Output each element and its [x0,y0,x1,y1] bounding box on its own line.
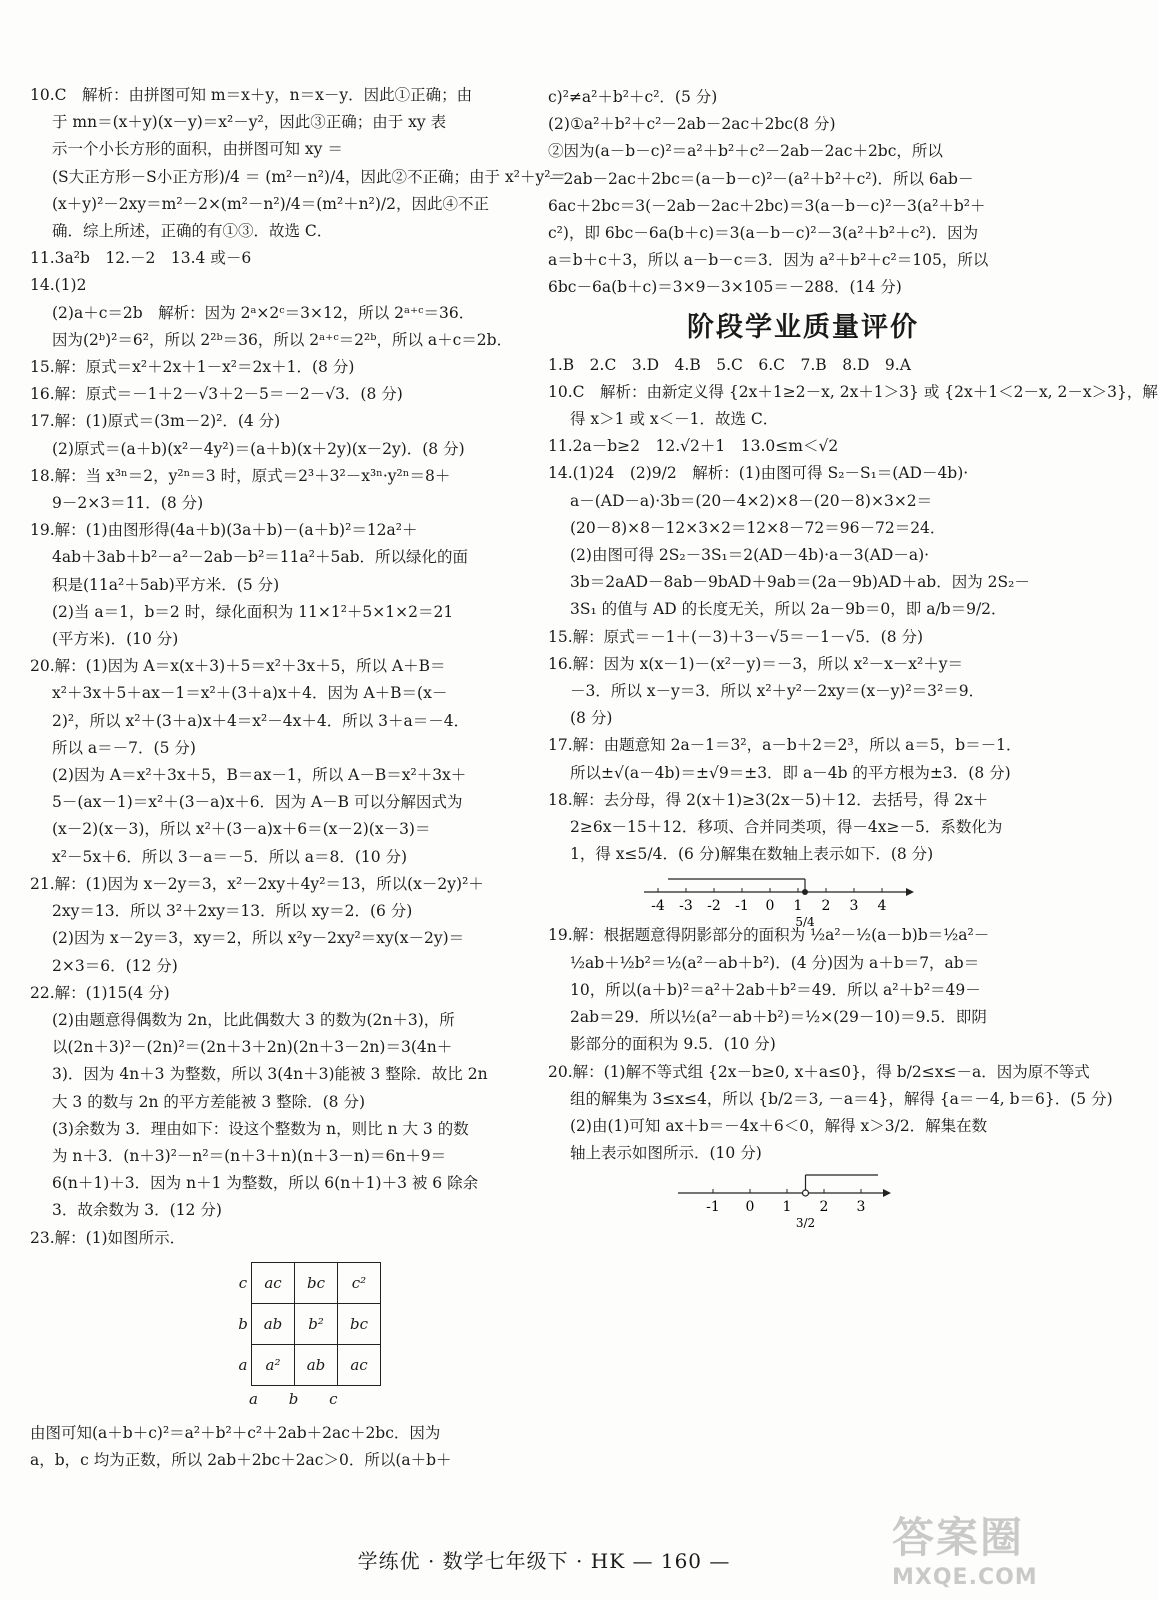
tick-label: 1 [782,1199,792,1216]
left-line: 确．综上所述，正确的有①③．故选 C． [52,222,333,241]
grid-cell: ab [295,1344,338,1385]
page-footer: 学练优 · 数学七年级下 · HK — 160 — [357,1549,731,1573]
left-line: 23.解：(1)如图所示． [30,1228,186,1247]
tick-label: -4 [651,898,665,915]
grid-cell: a² [252,1344,295,1385]
left-line: 21.解：(1)因为 x－2y＝3，x²－2xy＋4y²＝13，所以(x－2y)²＋ [30,874,484,893]
left-line: 2×3＝6．(12 分) [52,956,178,975]
left-line: 4ab＋3ab＋b²－a²－2ab－b²＝11a²＋5ab．所以绿化的面 [52,548,469,567]
grid-cell: ac [338,1344,381,1385]
right_mid-line: 1，得 x≤5/4．(6 分)解集在数轴上表示如下．(8 分) [570,845,934,864]
right_mid-line: (8 分) [570,709,613,728]
right_top-line: －2ab－2ac＋2bc＝(a－b－c)²－(a²＋b²＋c²)．所以 6ab－ [548,169,974,188]
left-line: 6(n＋1)＋3．因为 n＋1 为整数，所以 6(n＋1)＋3 被 6 除余 [52,1174,479,1193]
left-line: 15.解：原式＝x²＋2x＋1－x²＝2x＋1．(8 分) [30,358,355,377]
left-line: (2)因为 A＝x²＋3x＋5，B＝ax－1，所以 A－B＝x²＋3x＋ [52,766,467,785]
left_after-line: 由图可知(a＋b＋c)²＝a²＋b²＋c²＋2ab＋2ac＋2bc．因为 [30,1423,441,1442]
number-line-2-svg [678,1171,898,1231]
left-column [30,82,566,1474]
right-column [548,84,1158,1231]
right_top-line: c²)，即 6bc－6a(b＋c)＝3(a－b－c)²－3(a²＋b²＋c²)．因为 [548,224,979,243]
tick-label: 2 [819,1199,829,1216]
mark-label: 3/2 [795,1216,816,1231]
tick-label: 2 [821,898,831,915]
tick-label: 1 [793,898,803,915]
solution-point [802,889,808,895]
right_mid-line: (20－8)×8－12×3×2＝12×8－72＝96－72＝24． [570,518,946,537]
left-line: (2)当 a＝1，b＝2 时，绿化面积为 11×1²＋5×1×2＝21 [52,602,454,621]
solution-point [803,1190,809,1196]
left-line: 以(2n＋3)²－(2n)²＝(2n＋3＋2n)(2n＋3－2n)＝3(4n＋ [52,1038,453,1057]
grid-bottom-labels: a b c [249,1389,338,1408]
right_low-line: 组的解集为 3≤x≤4，所以 {b/2＝3, －a＝4}，解得 {a＝－4, b＝6}．(5 分) [570,1089,1113,1108]
left-line: 14.(1)2 [30,276,87,295]
left-line: 11.3a²b 12.－2 13.4 或－6 [30,249,252,268]
right_top-line: ②因为(a－b－c)²＝a²＋b²＋c²－2ab－2ac＋2bc，所以 [548,142,943,161]
left-line: 22.解：(1)15(4 分) [30,983,170,1002]
tick-label: 3 [856,1199,866,1216]
left-line: (x＋y)²－2xy＝m²－2×(m²－n²)/4＝(m²＋n²)/2，因此④不正 [52,194,489,213]
expansion-grid [235,1262,381,1386]
right_mid-line: 1.B 2.C 3.D 4.B 5.C 6.C 7.B 8.D 9.A [548,355,911,374]
left-line: 因为(2ᵇ)²＝6²，所以 2²ᵇ＝36，所以 2ᵃ⁺ᶜ＝2²ᵇ，所以 a＋c＝2b． [52,330,513,349]
right_mid-line: a－(AD－a)·3b＝(20－4×2)×8－(20－8)×3×2＝ [570,491,933,510]
grid-row-label: c [238,1273,248,1292]
grid-cell: ab [252,1303,295,1344]
right-text-low [548,922,1113,1167]
right_mid-line: 11.2a－b≥2 12.√2＋1 13.0≤m＜√2 [548,437,839,456]
number-line-1 [548,872,1058,930]
left_after-line: a，b，c 均为正数，所以 2ab＋2bc＋2ac＞0．所以(a＋b＋ [30,1450,452,1469]
grid-row-label: a [238,1355,248,1374]
left-line: 17.解：(1)原式＝(3m－2)²．(4 分) [30,412,281,431]
grid-cell: ac [252,1262,295,1303]
right_low-line: 轴上表示如图所示．(10 分) [570,1144,762,1163]
left-text-block [30,82,566,1252]
tick-label: 4 [877,898,887,915]
tick-label: 0 [745,1199,755,1216]
right_mid-line: 14.(1)24 (2)9/2 解析：(1)由图可得 S₂－S₁＝(AD－4b)· [548,464,969,483]
right_low-line: ½ab＋½b²＝½(a²－ab＋b²)．(4 分)因为 a＋b＝7，ab＝ [570,953,980,972]
watermark-logo: 答案圈 [892,1513,1025,1562]
right_low-line: (2)由(1)可知 ax＋b＝－4x＋6＜0，解得 x＞3/2．解集在数 [570,1116,988,1135]
left-line: (2)因为 x－2y＝3，xy＝2，所以 x²y－2xy²＝xy(x－2y)＝ [52,929,465,948]
right_mid-line: 15.解：原式＝－1＋(－3)＋3－√5＝－1－√5．(8 分) [548,627,924,646]
left-line: x²－5x＋6．所以 3－a＝－5．所以 a＝8．(10 分) [52,847,408,866]
left-line: 所以 a＝－7．(5 分) [52,738,196,757]
right_top-line: a＝b＋c＋3，所以 a－b－c＝3．因为 a²＋b²＋c²＝105，所以 [548,251,989,270]
tick-label: -1 [706,1199,720,1216]
grid-cell: b² [295,1303,338,1344]
left-line: 积是(11a²＋5ab)平方米．(5 分) [52,575,280,594]
tick-label: -3 [679,898,693,915]
left-line: 为 n＋3．(n＋3)²－n²＝(n＋3＋n)(n＋3－n)＝6n＋9＝ [52,1146,447,1165]
number-line-1-svg [548,872,928,930]
left-line: (2)原式＝(a＋b)(x²－4y²)＝(a＋b)(x＋2y)(x－2y)．(8 分) [52,439,465,458]
right_low-line: 19.解：根据题意得阴影部分的面积为 ½a²－½(a－b)b＝½a²－ [548,926,990,945]
grid-cell: bc [338,1303,381,1344]
right-text-top [548,84,1058,302]
right_mid-line: 得 x＞1 或 x＜－1．故选 C． [570,410,779,429]
left-line: 16.解：原式＝－1＋2－√3＋2－5＝－2－√3．(8 分) [30,385,403,404]
tick-label: -1 [735,898,749,915]
left-line: (2)a＋c＝2b 解析：因为 2ᵃ×2ᶜ＝3×12，所以 2ᵃ⁺ᶜ＝36． [52,303,475,322]
section-title: 阶段学业质量评价 [687,311,919,343]
right_mid-line: 18.解：去分母，得 2(x＋1)≥3(2x－5)＋12．去括号，得 2x＋ [548,790,989,809]
right_mid-line: 16.解：因为 x(x－1)－(x²－y)＝－3，所以 x²－x－x²＋y＝ [548,654,964,673]
right_low-line: 2ab＝29．所以½(a²－ab＋b²)＝½×(29－10)＝9.5．即阴 [570,1008,987,1027]
axis-arrow [883,1189,891,1197]
left-line: x²＋3x＋5＋ax－1＝x²＋(3＋a)x＋4．因为 A＋B＝(x－ [52,684,448,703]
right_low-line: 影部分的面积为 9.5．(10 分) [570,1035,776,1054]
left-line: (x－2)(x－3)，所以 x²＋(3－a)x＋6＝(x－2)(x－3)＝ [52,820,431,839]
right_top-line: c)²≠a²＋b²＋c²．(5 分) [548,88,718,106]
right_mid-line: 2≥6x－15＋12．移项、合并同类项，得－4x≥－5．系数化为 [570,818,1003,837]
right_low-line: 10，所以(a＋b)²＝a²＋2ab＋b²＝49．所以 a²＋b²＝49－ [570,980,981,999]
left-line: 19.解：(1)由图形得(4a＋b)(3a＋b)－(a＋b)²＝12a²＋ [30,521,418,540]
grid-cell: c² [338,1262,381,1303]
right_top-line: 6ac＋2bc＝3(－2ab－2ac＋2bc)＝3(a－b－c)²－3(a²＋b²＋ [548,196,986,215]
right_top-line: (2)①a²＋b²＋c²－2ab－2ac＋2bc(8 分) [548,115,836,134]
left-line: 大 3 的数与 2n 的平方差能被 3 整除．(8 分) [52,1092,366,1111]
left-line: (3)余数为 3．理由如下：设这个整数为 n，则比 n 大 3 的数 [52,1119,469,1138]
tick-label: 3 [849,898,859,915]
left-line: 20.解：(1)因为 A＝x(x＋3)＋5＝x²＋3x＋5，所以 A＋B＝ [30,657,446,676]
watermark-url: MXQE.COM [892,1565,1038,1590]
grid-row-label: b [238,1314,248,1333]
right_mid-line: (2)由图可得 2S₂－3S₁＝2(AD－4b)·a－3(AD－a)· [570,546,930,565]
number-line-2 [678,1171,1058,1231]
tick-label: -2 [707,898,721,915]
left-line: (2)由题意得偶数为 2n，比此偶数大 3 的数为(2n＋3)，所 [52,1010,455,1029]
left-line: 5－(ax－1)＝x²＋(3－a)x＋6．因为 A－B 可以分解因式为 [52,793,463,812]
right_top-line: 6bc－6a(b＋c)＝3×9－3×105＝－288．(14 分) [548,278,902,297]
left-line: 3)．因为 4n＋3 为整数，所以 3(4n＋3)能被 3 整除．故比 2n [52,1065,488,1084]
right_mid-line: 3S₁ 的值与 AD 的长度无关，所以 2a－9b＝0，即 a/b＝9/2． [570,600,1007,619]
axis-arrow [906,888,914,896]
right_mid-line: 17.解：由题意知 2a－1＝3²，a－b＋2＝2³，所以 a＝5，b＝－1． [548,736,1022,755]
right_mid-line: 所以±√(a－4b)＝±√9＝±3．即 a－4b 的平方根为±3．(8 分) [570,763,1011,782]
left-line: (平方米)．(10 分) [52,630,179,649]
grid-cell: bc [295,1262,338,1303]
left-line: 于 mn＝(x＋y)(x－y)＝x²－y²，因此③正确；由于 xy 表 [52,113,447,132]
right-text-mid [548,352,1158,869]
left-line: 示一个小长方形的面积，由拼图可知 xy ＝ [52,140,343,159]
right_mid-line: 3b＝2aAD－8ab－9bAD＋9ab＝(2a－9b)AD＋ab．因为 2S₂－ [570,573,1030,592]
mark-label: 5/4 [795,915,815,930]
left-line: 2)²，所以 x²＋(3＋a)x＋4＝x²－4x＋4．所以 3＋a＝－4． [52,711,470,730]
left-line: (S大正方形－S小正方形)/4 ＝ (m²－n²)/4，因此②不正确；由于 x²＋y²＝ [52,167,566,186]
left-line: 9－2×3＝11．(8 分) [52,494,204,513]
left-line: 3．故余数为 3．(12 分) [52,1201,222,1220]
right_low-line: 20.解：(1)解不等式组 {2x－b≥0, x＋a≤0}，得 b/2≤x≤－a．因为原不等式 [548,1062,1090,1081]
left-line: 18.解：当 x³ⁿ＝2，y²ⁿ＝3 时，原式＝2³＋3²－x³ⁿ·y²ⁿ＝8＋ [30,466,451,485]
left-text-block-after [30,1420,520,1474]
right_mid-line: 10.C 解析：由新定义得 {2x＋1≥2－x, 2x＋1＞3} 或 {2x＋1＜2－x, 2－x＞3}，解 [548,382,1158,401]
right_mid-line: －3．所以 x－y＝3．所以 x²＋y²－2xy＝(x－y)²＝3²＝9． [570,682,985,701]
left-line: 2xy＝13．所以 3²＋2xy＝13．所以 xy＝2．(6 分) [52,902,413,921]
tick-label: 0 [765,898,775,915]
watermark [892,1505,1072,1593]
left-line: 10.C 解析：由拼图可知 m＝x＋y，n＝x－y．因此①正确；由 [30,86,473,104]
